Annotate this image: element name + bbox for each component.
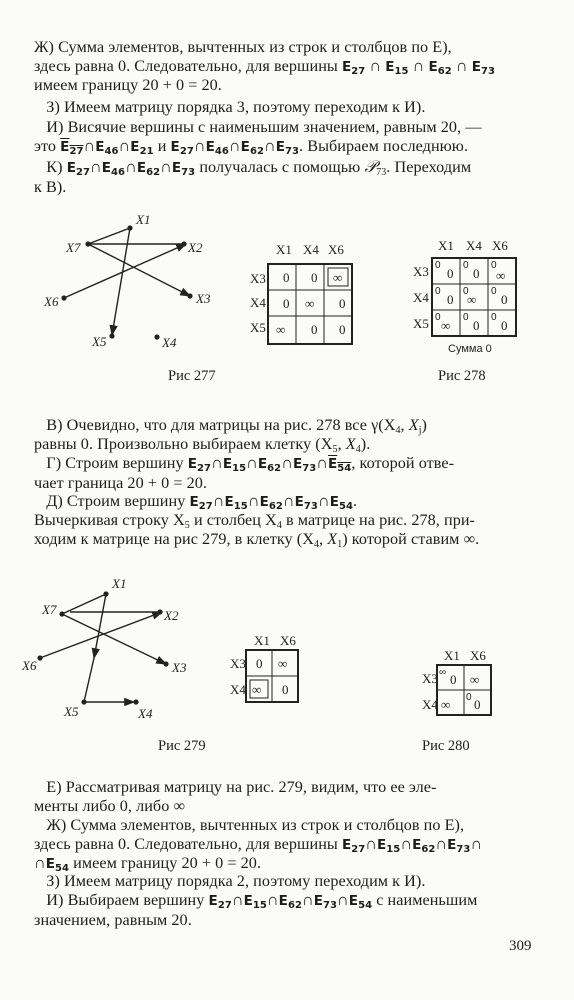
svg-text:X6: X6 [470,648,486,663]
svg-text:∞: ∞ [252,682,262,697]
node-x6: X6 [44,294,59,309]
svg-text:X4: X4 [303,242,319,257]
para-d: Д) Строим вершину $E_{27}\cap E_{15}\cap E_{62}\cap E_{73}\cap E_{54}$. [46,492,358,512]
svg-text:0: 0 [283,270,290,285]
svg-text:0: 0 [339,322,346,337]
svg-text:0: 0 [450,672,457,687]
svg-text:0: 0 [256,656,263,671]
svg-text:0: 0 [491,286,497,297]
svg-text:0: 0 [311,322,318,337]
svg-text:X3: X3 [413,264,429,279]
svg-text:X4: X4 [250,295,266,310]
svg-text:X5: X5 [250,320,266,335]
svg-text:X4: X4 [422,697,438,712]
svg-text:0: 0 [473,266,480,281]
page-number: 309 [509,938,532,954]
node-x1-b: X1 [112,576,127,591]
svg-text:0: 0 [282,682,289,697]
node-x4-b: X4 [138,706,153,721]
caption-277: Рис 277 [168,368,216,384]
svg-text:0: 0 [474,697,481,712]
svg-text:X3: X3 [250,271,266,286]
svg-text:X4: X4 [230,682,246,697]
node-x4: X4 [162,335,177,350]
svg-text:0: 0 [283,296,290,311]
matrix-279 [230,633,298,702]
node-x2: X2 [188,240,203,255]
para-z-2: З) Имеем матрицу порядка 2, поэтому переходим к И). [46,872,426,890]
svg-text:∞: ∞ [276,322,286,337]
node-x5: X5 [92,334,107,349]
svg-text:∞: ∞ [439,667,447,678]
para-g: Г) Строим вершину $E_{27}\cap E_{15}\cap E_{62}\cap E_{73}\cap E_{54}$, которой отве- чает граница 20 + 0 = 20. [34,454,455,492]
para-i-1: И) Висячие вершины с наименьшим значением, равным 20, — это $E_{27}\cap E_{46}\cap E_{21}$ и $E_{27}\cap E_{46}\cap E_{62}\cap E_{73}$. Выбираем последнюю. [34,118,482,157]
node-x1: X1 [136,212,151,227]
para-v: В) Очевидно, что для матрицы на рис. 278 все $\gamma(X_4$, $X_j$) равны 0. Произвольно выбираем клетку ($X_5$, $X_4$). [34,416,427,455]
para-e: Е) Рассматривая матрицу на рис. 279, видим, что ее эле- менты либо 0, либо ∞ [34,778,437,815]
svg-text:0: 0 [463,312,469,323]
svg-text:X4: X4 [466,238,482,253]
svg-text:X6: X6 [280,633,296,648]
svg-text:0: 0 [311,270,318,285]
svg-text:∞: ∞ [278,656,288,671]
svg-text:X1: X1 [444,648,460,663]
para-cross: Вычеркивая строку $X_5$ и столбец $X_4$ в матрице на рис. 278, при- ходим к матрице на рис 279, в клетку ($X_4$, $X_1$) которой ставим ∞. [34,511,480,550]
node-x3: X3 [196,291,211,306]
caption-280: Рис 280 [422,738,470,754]
svg-text:0: 0 [466,692,472,703]
svg-text:0: 0 [501,292,508,307]
para-z-1: З) Имеем матрицу порядка 3, поэтому переходим к И). [46,98,426,116]
svg-text:X3: X3 [422,671,438,686]
svg-text:0: 0 [463,260,469,271]
node-x7: X7 [66,240,81,255]
node-x5-b: X5 [64,704,79,719]
svg-text:∞: ∞ [496,268,506,283]
svg-text:∞: ∞ [467,292,477,307]
node-x2-b: X2 [164,608,179,623]
svg-text:X5: X5 [413,316,429,331]
svg-text:0: 0 [491,312,497,323]
svg-text:0: 0 [435,260,441,271]
node-x3-b: X3 [172,660,187,675]
svg-text:∞: ∞ [470,672,480,687]
svg-text:∞: ∞ [441,318,451,333]
svg-text:X1: X1 [276,242,292,257]
matrix-280 [422,648,491,715]
svg-text:0: 0 [501,318,508,333]
svg-text:0: 0 [491,260,497,271]
svg-text:X1: X1 [438,238,454,253]
matrix-278 [413,238,516,355]
svg-text:0: 0 [463,286,469,297]
svg-text:0: 0 [447,266,454,281]
para-k: К) $E_{27}\cap E_{46}\cap E_{62}\cap E_{73}$ получалась с помощью 𝒫$_{73}$. Переходим к В). [34,158,472,196]
svg-text:X6: X6 [328,242,344,257]
node-x6-b: X6 [22,658,37,673]
svg-text:X1: X1 [254,633,270,648]
svg-text:0: 0 [339,296,346,311]
svg-text:∞: ∞ [305,296,315,311]
svg-text:0: 0 [447,292,454,307]
svg-text:X3: X3 [230,656,246,671]
svg-text:0: 0 [435,312,441,323]
caption-279: Рис 279 [158,738,206,754]
svg-text:X6: X6 [492,238,508,253]
node-x7-b: X7 [42,602,57,617]
matrix-277 [250,242,352,344]
caption-278: Рис 278 [438,368,486,384]
svg-text:0: 0 [435,286,441,297]
svg-text:0: 0 [473,318,480,333]
para-zh-1: Ж) Сумма элементов, вычтенных из строк и столбцов по Е), здесь равна 0. Следовательно, для вершины $E_{27}$ ∩ $E_{15}$ ∩ $E_{62}$ ∩ $E_{73}$ имеем границу 20 + 0 = 20. [34,38,496,95]
para-i-2: И) Выбираем вершину $E_{27}\cap E_{15}\cap E_{62}\cap E_{73}\cap E_{54}$ с наименьшим значением, равным 20. [34,891,478,929]
sum-label: Сумма 0 [448,343,492,355]
para-zh-2: Ж) Сумма элементов, вычтенных из строк и столбцов по Е), здесь равна 0. Следовательно, для вершины $E_{27}\cap E_{15}\cap E_{62}\cap E_{73}\cap$ $\cap E_{54}$ имеем границу 20 + 0 = 20. [34,816,483,875]
svg-text:∞: ∞ [441,697,451,712]
svg-text:∞: ∞ [333,270,343,285]
svg-text:X4: X4 [413,290,429,305]
